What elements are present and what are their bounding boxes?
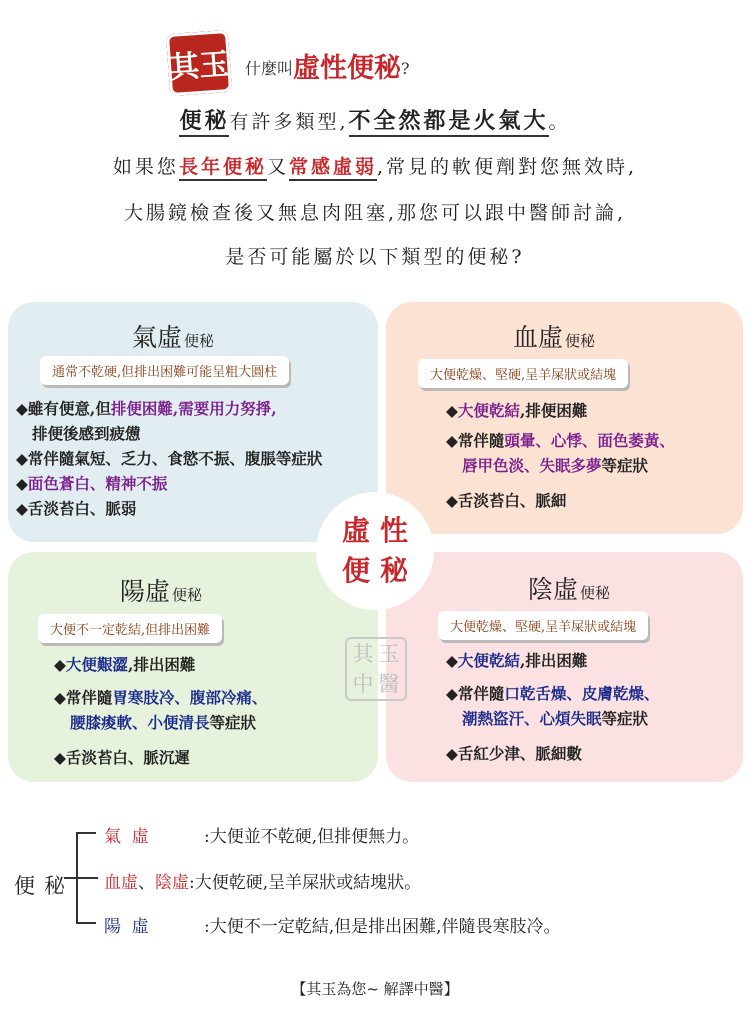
xue-symptom-list — [446, 398, 675, 513]
list-item: ◆舌紅少津、脈細數 — [446, 744, 582, 763]
yin-title: 陰虛 便秘 — [528, 575, 611, 604]
xue-subtitle: 大便乾燥、堅硬,呈羊屎狀或結塊 — [418, 359, 628, 388]
intro-line-1: 便秘有許多類型,不全然都是火氣大。 — [0, 104, 750, 135]
qi-subtitle: 通常不乾硬,但排出困難可能呈粗大圓柱 — [40, 356, 289, 385]
question-title: 什麼叫虛性便秘? — [245, 53, 410, 84]
list-item: ◆大便艱澀,排出困難 — [54, 655, 196, 674]
list-item: 排便後感到疲憊 — [32, 424, 141, 443]
summary-label: 便秘 — [14, 874, 74, 898]
list-item: 唇甲色淡、失眠多夢等症狀 — [462, 456, 649, 475]
list-item: ◆面色蒼白、精神不振 — [16, 474, 168, 493]
yang-symptom-list — [54, 652, 267, 770]
qi-symptom-list — [16, 396, 322, 521]
list-item: ◆舌淡苔白、脈細 — [446, 491, 567, 510]
list-item: ◆常伴隨胃寒肢冷、腹部冷痛、 — [54, 688, 268, 707]
intro-line-3: 大腸鏡檢查後又無息肉阻塞,那您可以跟中醫師討論, — [123, 202, 627, 224]
xue-title: 血虛 便秘 — [513, 323, 596, 352]
list-item: 潮熱盜汗、心煩失眠等症狀 — [462, 709, 649, 728]
intro-line-2: 如果您長年便秘又常感虛弱,常見的軟便劑對您無效時, — [0, 152, 750, 179]
list-item: ◆大便乾結,排出困難 — [446, 651, 588, 670]
yin-symptom-list — [446, 648, 659, 766]
list-item: ◆常伴隨氣短、乏力、食慾不振、腹脹等症狀 — [16, 449, 323, 468]
list-item: ◆常伴隨頭暈、心悸、面色萎黃、 — [446, 431, 675, 450]
summary-row-yang: 陽 虛 :大便不一定乾結,但是排出困難,伴隨畏寒肢冷。 — [104, 917, 561, 937]
list-item: ◆舌淡苔白、脈沉遲 — [54, 748, 190, 767]
question-highlight: 虛性便秘 — [293, 53, 402, 84]
list-item: ◆大便乾結,排便困難 — [446, 401, 588, 420]
seal-logo-text: 其玉 — [168, 46, 231, 87]
list-item: ◆舌淡苔白、脈弱 — [16, 499, 137, 518]
list-item: ◆雖有便意,但排便困難,需要用力努掙, — [16, 399, 277, 418]
yang-subtitle: 大便不一定乾結,但排出困難 — [38, 614, 222, 643]
qi-title: 氣虛 便秘 — [132, 323, 215, 352]
summary-row-qi: 氣 虛 :大便並不乾硬,但排便無力。 — [104, 827, 420, 847]
center-title-badge: 虛性 便秘 — [316, 492, 434, 610]
watermark-stamp: 其 玉 中 醫 — [345, 637, 407, 701]
yin-subtitle: 大便乾燥、堅硬,呈羊屎狀或結塊 — [438, 611, 648, 640]
summary-bracket — [76, 832, 98, 924]
seal-logo — [166, 30, 232, 96]
list-item: 腰膝痠軟、小便清長等症狀 — [70, 713, 257, 732]
list-item: ◆常伴隨口乾舌燥、皮膚乾燥、 — [446, 684, 660, 703]
summary-row-xue-yin: 血虛、陰虛:大便乾硬,呈羊屎狀或結塊狀。 — [104, 873, 422, 893]
intro-line-4: 是否可能屬於以下類型的便秘? — [225, 246, 525, 268]
footer-credit: 【其玉為您~ 解譯中醫】 — [291, 980, 459, 998]
yang-title: 陽虛 便秘 — [120, 577, 203, 606]
